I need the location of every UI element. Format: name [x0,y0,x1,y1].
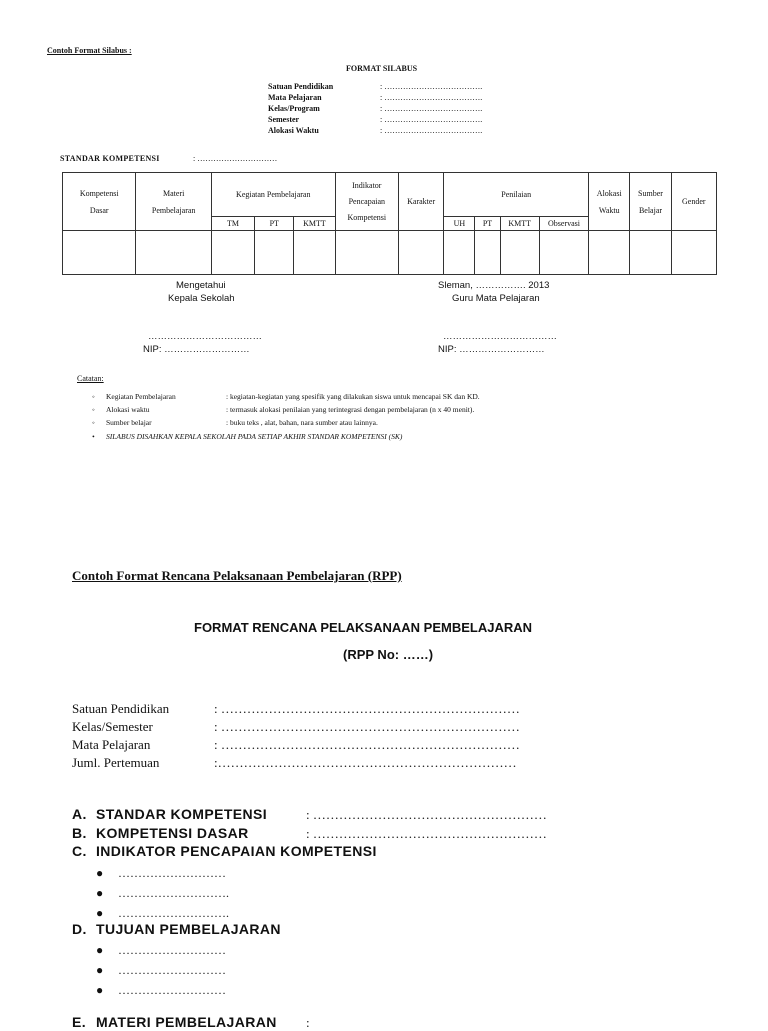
rpp-meta-value: : …………………………………………………………… [214,719,520,734]
table-cell [539,231,588,275]
table-row [63,231,717,275]
list-item: ● ……………………… [96,963,226,977]
table-cell [500,231,539,275]
silabus-title: FORMAT SILABUS [346,64,418,73]
section-standar-kompetensi: A. STANDAR KOMPETENSI : ……………………………………………… [72,806,547,822]
header-alokasi-waktu: Alokasi Waktu [589,173,630,231]
note-value: : termasuk alokasi penilaian yang terintegrasi dengan pembelajaran (n x 40 menit). [226,405,475,414]
note-item [92,390,480,403]
table-cell [444,231,475,275]
section-kompetensi-dasar: B. KOMPETENSI DASAR : ……………………………………………… [72,825,547,841]
note-item [92,403,474,416]
rpp-number: (RPP No: ……) [343,647,434,662]
bullet-icon: ● [96,886,104,900]
meta-label: Mata Pelajaran [268,93,322,102]
silabus-meta-row [268,125,482,136]
meta-label: Kelas/Program [268,104,320,113]
table-cell [399,231,444,275]
header-kompetensi-dasar: Kompetensi Dasar [63,173,136,231]
circle-bullet-icon: ◦ [92,405,95,414]
table-cell [630,231,671,275]
rpp-meta-row [72,754,517,772]
signature-left-role: Kepala Sekolah [168,293,235,304]
header-gender: Gender [671,173,716,231]
meta-value: : ………………………………. [380,126,483,135]
header-kegiatan-pembelajaran: Kegiatan Pembelajaran [211,173,335,217]
bullet-icon: ● [96,943,104,957]
note-final: • SILABUS DISAHKAN KEPALA SEKOLAH PADA SETIAP AKHIR STANDAR KOMPETENSI (SK) [92,432,403,441]
signature-left-dots: ……………………………… [148,331,262,342]
rpp-meta-row [72,736,520,754]
table-cell [589,231,630,275]
header-materi-pembelajaran: Materi Pembelajaran [136,173,211,231]
circle-bullet-icon: ◦ [92,418,95,427]
meta-value: : ………………………………. [380,93,483,102]
sub-kmtt: KMTT [294,217,335,231]
note-key: Alokasi waktu [106,405,150,414]
sub-tm: TM [211,217,254,231]
notes-title: Catatan: [77,374,104,383]
sub-kmtt: KMTT [500,217,539,231]
note-value: : kegiatan-kegiatan yang spesifik yang dilakukan siswa untuk mencapai SK dan KD. [226,392,480,401]
rpp-meta-value: : …………………………………………………………… [214,701,520,716]
rpp-meta-value: : …………………………………………………………… [214,737,520,752]
section-materi: E. MATERI PEMBELAJARAN : [72,1014,310,1030]
header-karakter: Karakter [399,173,444,231]
rpp-meta-value: :…………………………………………………………… [214,755,517,770]
meta-label: Satuan Pendidikan [268,82,334,91]
table-cell [136,231,211,275]
rpp-meta-label: Kelas/Semester [72,719,153,734]
list-item: ● ……………………… [96,943,226,957]
meta-value: : ………………………………. [380,104,483,113]
header-penilaian: Penilaian [444,173,589,217]
standar-kompetensi-value: : ………………………… [193,154,278,163]
rpp-meta-label: Juml. Pertemuan [72,755,160,770]
bullet-icon: • [92,432,95,441]
meta-value: : ………………………………. [380,82,483,91]
meta-label: Alokasi Waktu [268,126,319,135]
standar-kompetensi-label: STANDAR KOMPETENSI [60,154,160,163]
header-sumber-belajar: Sumber Belajar [630,173,671,231]
list-item: ● ………………………. [96,906,229,920]
table-cell [211,231,254,275]
signature-right-dots: ……………………………… [443,331,557,342]
bullet-icon: ● [96,906,104,920]
sub-pt: PT [255,217,294,231]
rpp-heading: Contoh Format Rencana Pelaksanaan Pembelajaran (RPP) [72,568,402,583]
rpp-meta-label: Satuan Pendidikan [72,701,170,716]
circle-bullet-icon: ◦ [92,392,95,401]
list-item: ● ……………………… [96,983,226,997]
bullet-icon: ● [96,866,104,880]
rpp-meta-label: Mata Pelajaran [72,737,151,752]
silabus-heading: Contoh Format Silabus : [47,46,132,55]
note-key: Sumber belajar [106,418,152,427]
list-item: ● ……………………… [96,866,226,880]
bullet-icon: ● [96,983,104,997]
silabus-table [62,172,717,275]
sub-observasi: Observasi [539,217,588,231]
sub-pt: PT [475,217,500,231]
section-indikator: C. INDIKATOR PENCAPAIAN KOMPETENSI [72,843,377,859]
signature-left-nip: NIP: ……………………… [143,344,250,355]
table-cell [475,231,500,275]
signature-left-top: Mengetahui [176,280,226,291]
silabus-meta-row [268,114,482,125]
note-key: Kegiatan Pembelajaran [106,392,176,401]
silabus-meta-row [268,103,482,114]
silabus-meta-row [268,92,482,103]
table-cell [335,231,398,275]
note-item [92,416,378,429]
sub-uh: UH [444,217,475,231]
signature-right-nip: NIP: ……………………… [438,344,545,355]
silabus-meta-row [268,81,482,92]
section-tujuan: D. TUJUAN PEMBELAJARAN [72,921,281,937]
table-cell [294,231,335,275]
signature-right-role: Guru Mata Pelajaran [452,293,540,304]
bullet-icon: ● [96,963,104,977]
table-cell [255,231,294,275]
signature-right-top: Sleman, ……………. 2013 [438,280,550,291]
header-indikator: Indikator Pencapaian Kompetensi [335,173,398,231]
rpp-title: FORMAT RENCANA PELAKSANAAN PEMBELAJARAN [194,620,532,635]
table-cell [671,231,716,275]
meta-value: : ………………………………. [380,115,483,124]
table-cell [63,231,136,275]
rpp-meta-row [72,718,520,736]
rpp-meta-row [72,700,520,718]
meta-label: Semester [268,115,300,124]
note-value: : buku teks , alat, bahan, nara sumber atau lainnya. [226,418,378,427]
list-item: ● ………………………. [96,886,229,900]
